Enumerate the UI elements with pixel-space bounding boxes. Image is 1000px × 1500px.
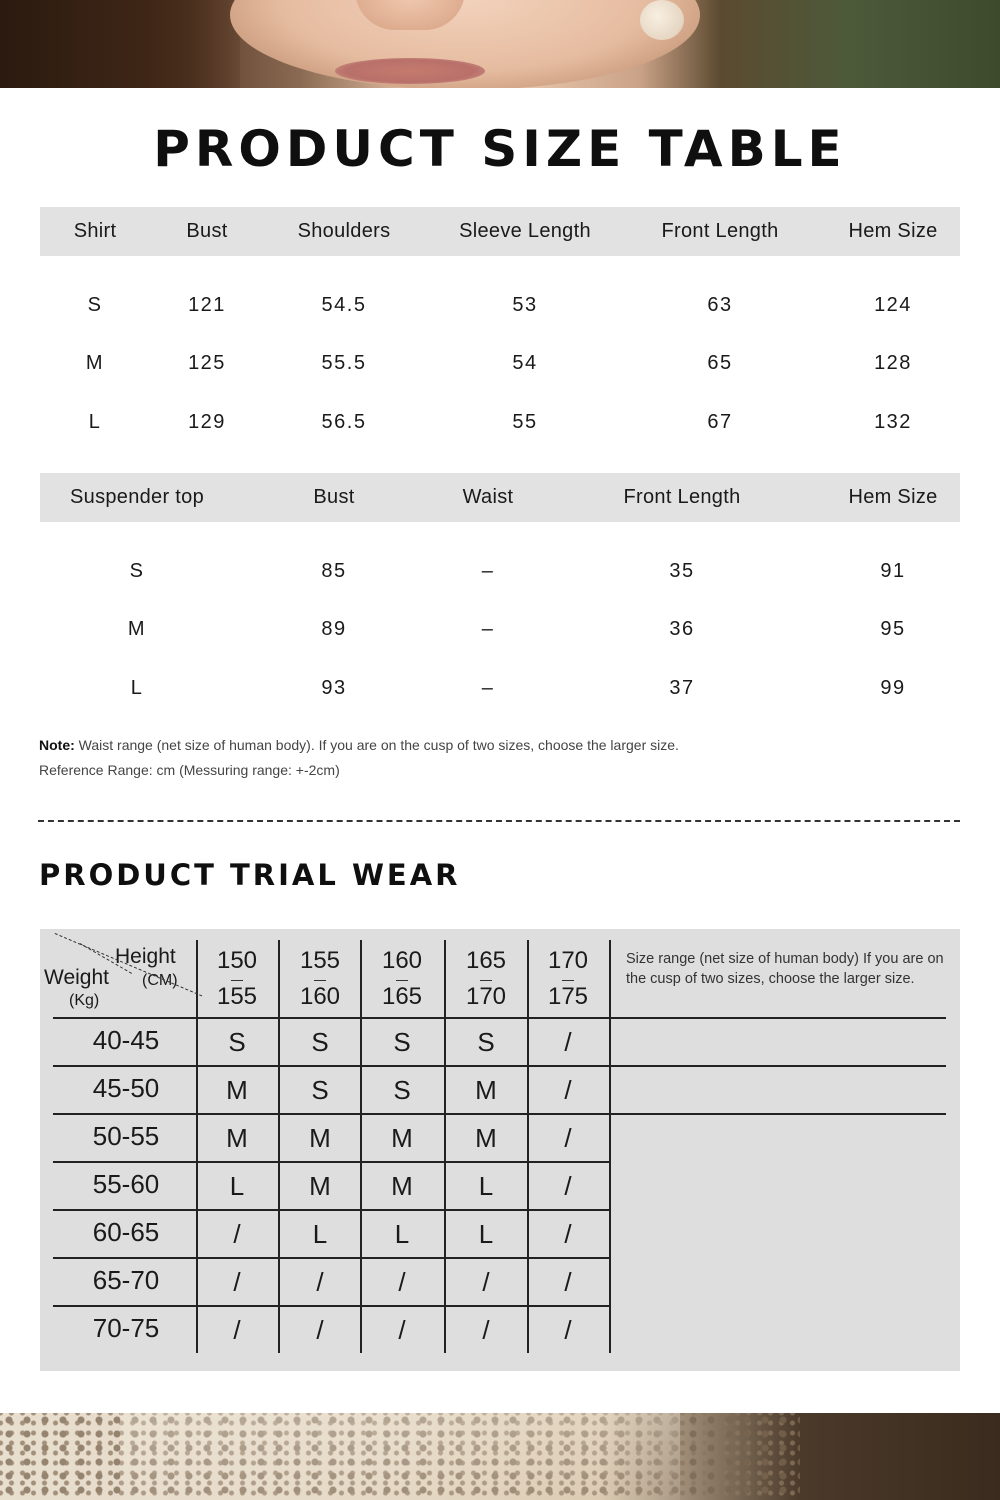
weight-range-label: 70-75 [92,1313,160,1343]
recommended-size-cell: L [478,1219,494,1249]
weight-range-label: 40-45 [92,1025,160,1055]
recommended-size-cell: S [311,1027,329,1057]
recommended-size-cell: S [393,1027,411,1057]
reference-range-note: Reference Range: cm (Messuring range: +-2cm) [39,762,340,778]
corner-height-label: Height [115,945,176,968]
shirt-header-cell: Hem Size [848,220,938,242]
suspender-cell: 95 [880,618,906,640]
grid-line-horizontal [53,1017,946,1019]
shirt-cell: 132 [874,411,912,433]
shirt-cell: 121 [188,294,226,316]
height-to: 160 [299,983,341,1010]
top-model-photo [0,0,1000,88]
height-from: 150 [216,947,258,974]
recommended-size-cell: S [228,1027,246,1057]
recommended-size-cell: / [564,1075,572,1105]
grid-line-horizontal [53,1209,609,1211]
recommended-size-cell: / [233,1315,241,1345]
grid-line-vertical [609,940,611,1353]
recommended-size-cell: S [477,1027,495,1057]
weight-range-label: 60-65 [92,1217,160,1247]
height-range-header [466,943,506,1015]
recommended-size-cell: / [564,1315,572,1345]
height-to: 170 [465,983,507,1010]
recommended-size-cell: / [398,1315,406,1345]
recommended-size-cell: M [475,1123,497,1153]
grid-line-vertical [360,940,362,1353]
recommended-size-cell: L [478,1171,494,1201]
suspender-cell: 36 [669,618,695,640]
shirt-cell: 56.5 [321,411,367,433]
shirt-cell: 55 [512,411,538,433]
shirt-header-cell: Shoulders [297,220,391,242]
shirt-cell: 125 [188,352,226,374]
shirt-header-cell: Shirt [73,220,117,242]
shirt-table-header [40,207,960,256]
weight-range-label: 65-70 [92,1265,160,1295]
recommended-size-cell: / [482,1267,490,1297]
suspender-header-cell: Bust [313,486,355,508]
recommended-size-cell: / [564,1171,572,1201]
recommended-size-cell: M [226,1075,248,1105]
grid-line-vertical [278,940,280,1353]
height-from: 160 [381,947,423,974]
suspender-cell: 85 [321,560,347,582]
height-to: 165 [381,983,423,1010]
shirt-cell: 67 [707,411,733,433]
height-range-header [382,943,422,1015]
recommended-size-cell: / [564,1027,572,1057]
recommended-size-cell: / [482,1315,490,1345]
shirt-cell: 63 [707,294,733,316]
suspender-header-cell: Front Length [623,486,741,508]
recommended-size-cell: L [229,1171,245,1201]
size-table-title: PRODUCT SIZE TABLE [153,120,847,178]
recommended-size-cell: / [564,1267,572,1297]
weight-range-label: 45-50 [92,1073,160,1103]
trial-wear-table [40,929,960,1371]
bottom-lace-photo [0,1413,1000,1500]
grid-line-horizontal [53,1113,946,1115]
trial-wear-title: PRODUCT TRIAL WEAR [39,858,461,892]
suspender-header-cell: Suspender top [70,486,204,508]
recommended-size-cell: / [564,1219,572,1249]
note-label: Note: [39,737,75,753]
height-range-header [300,943,340,1015]
recommended-size-cell: / [564,1123,572,1153]
note-text: Waist range (net size of human body). If you are on the cusp of two sizes, choose the larger size. [74,737,679,753]
recommended-size-cell: M [391,1123,413,1153]
shirt-cell: 128 [874,352,912,374]
recommended-size-cell: / [233,1267,241,1297]
shirt-cell: M [85,352,105,374]
shirt-cell: L [88,411,102,433]
suspender-cell: M [127,618,147,640]
recommended-size-cell: S [311,1075,329,1105]
shirt-header-cell: Front Length [661,220,779,242]
grid-line-vertical [527,940,529,1353]
suspender-size-table [40,473,960,713]
shirt-cell: 124 [874,294,912,316]
suspender-cell: – [481,677,495,699]
suspender-cell: 35 [669,560,695,582]
grid-line-vertical [196,940,198,1353]
suspender-table-header [40,473,960,522]
shirt-cell: 129 [188,411,226,433]
recommended-size-cell: M [391,1171,413,1201]
recommended-size-cell: / [233,1219,241,1249]
shirt-cell: 55.5 [321,352,367,374]
height-from: 170 [547,947,589,974]
height-to: 155 [216,983,258,1010]
height-range-header [548,943,588,1015]
shirt-size-table [40,207,960,447]
recommended-size-cell: L [312,1219,328,1249]
corner-kg-label: (Kg) [69,992,100,1009]
corner-weight-label: Weight [44,966,109,989]
range-dash [562,980,574,981]
suspender-cell: L [130,677,144,699]
range-dash [480,980,492,981]
shirt-cell: 54.5 [321,294,367,316]
suspender-cell: – [481,618,495,640]
suspender-cell: – [481,560,495,582]
recommended-size-cell: M [309,1171,331,1201]
recommended-size-cell: S [393,1075,411,1105]
grid-line-horizontal [53,1257,609,1259]
recommended-size-cell: / [316,1315,324,1345]
corner-cm-label: (CM) [142,972,178,989]
suspender-cell: S [129,560,145,582]
weight-range-label: 55-60 [92,1169,160,1199]
shirt-header-cell: Bust [186,220,228,242]
height-range-header [217,943,257,1015]
shirt-header-cell: Sleeve Length [459,220,591,242]
range-dash [314,980,326,981]
range-dash [231,980,243,981]
shirt-cell: S [87,294,103,316]
grid-line-vertical [444,940,446,1353]
height-from: 155 [299,947,341,974]
height-from: 165 [465,947,507,974]
shirt-cell: 65 [707,352,733,374]
grid-line-horizontal [53,1305,609,1307]
range-dash [396,980,408,981]
height-to: 175 [547,983,589,1010]
suspender-cell: 91 [880,560,906,582]
grid-line-horizontal [53,1065,946,1067]
suspender-cell: 37 [669,677,695,699]
recommended-size-cell: / [316,1267,324,1297]
suspender-cell: 99 [880,677,906,699]
suspender-cell: 93 [321,677,347,699]
recommended-size-cell: / [398,1267,406,1297]
grid-line-horizontal [53,1161,609,1163]
suspender-cell: 89 [321,618,347,640]
weight-range-label: 50-55 [92,1121,160,1151]
recommended-size-cell: M [309,1123,331,1153]
recommended-size-cell: M [475,1075,497,1105]
recommended-size-cell: M [226,1123,248,1153]
suspender-header-cell: Waist [462,486,514,508]
section-divider [38,820,960,822]
recommended-size-cell: L [394,1219,410,1249]
waist-note [39,737,679,753]
suspender-header-cell: Hem Size [848,486,938,508]
shirt-cell: 54 [512,352,538,374]
shirt-cell: 53 [512,294,538,316]
trial-side-note: Size range (net size of human body) If you are on the cusp of two sizes, choose the larger size. [626,951,944,987]
